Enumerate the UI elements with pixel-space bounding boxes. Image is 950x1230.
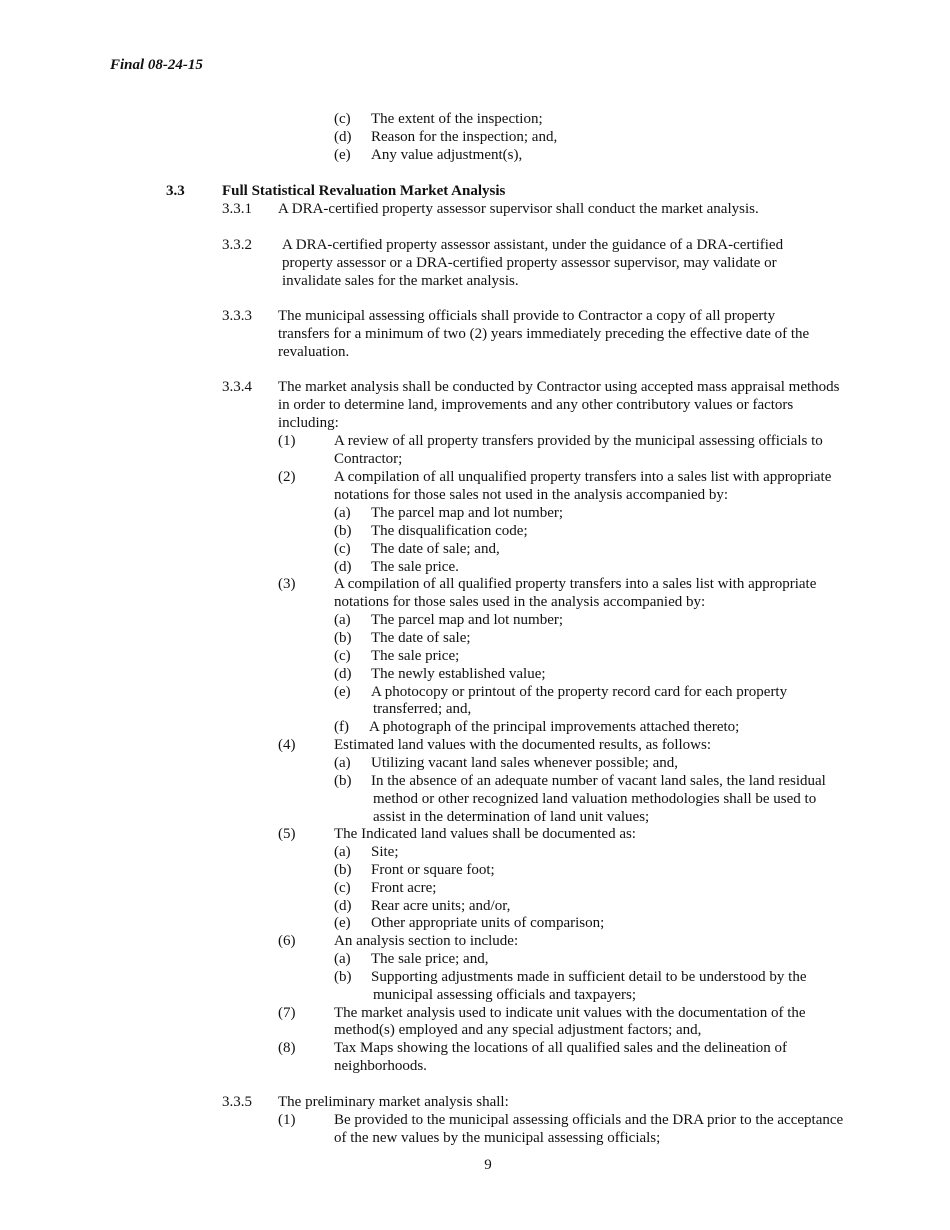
item-number: (e) xyxy=(334,147,351,163)
sub-item-text: The newly established value; xyxy=(371,666,546,682)
clause-number: 3.3.4 xyxy=(222,379,252,395)
sub-item-text-line: method or other recognized land valuation methodologies shall be used to xyxy=(373,791,817,807)
item-text: The Indicated land values shall be documented as: xyxy=(334,826,636,842)
item-number: (7) xyxy=(278,1005,296,1021)
item-number: (d) xyxy=(334,129,352,145)
sub-item-letter: (f) xyxy=(334,719,349,735)
clause-text-line: invalidate sales for the market analysis. xyxy=(282,273,519,289)
sub-item-letter: (a) xyxy=(334,755,351,771)
item-number: (6) xyxy=(278,933,296,949)
section-title: Full Statistical Revaluation Market Analysis xyxy=(222,183,506,199)
sub-item-letter: (d) xyxy=(334,898,352,914)
clause-text: A DRA-certified property assessor assistant, under the guidance of a DRA-certified xyxy=(282,237,784,253)
sub-item-letter: (c) xyxy=(334,541,351,557)
item-text: A compilation of all unqualified property transfers into a sales list with appropriate xyxy=(334,469,832,485)
sub-item-letter: (b) xyxy=(334,523,352,539)
sub-item-text: Rear acre units; and/or, xyxy=(371,898,511,914)
item-text: A compilation of all qualified property transfers into a sales list with appropriate xyxy=(334,576,817,592)
sub-item-text: Site; xyxy=(371,844,399,860)
item-number: (2) xyxy=(278,469,296,485)
clause-number: 3.3.5 xyxy=(222,1094,252,1110)
clause-text-line: in order to determine land, improvements and any other contributory values or factors xyxy=(278,397,794,413)
item-text-line: notations for those sales used in the analysis accompanied by: xyxy=(334,594,706,610)
clause-text: The preliminary market analysis shall: xyxy=(278,1094,509,1110)
item-text-line: neighborhoods. xyxy=(334,1058,427,1074)
sub-item-letter: (b) xyxy=(334,862,352,878)
sub-item-letter: (b) xyxy=(334,969,352,985)
item-text-line: Contractor; xyxy=(334,451,403,467)
sub-item-letter: (a) xyxy=(334,951,351,967)
sub-item-text-line: assist in the determination of land unit values; xyxy=(373,809,650,825)
sub-item-letter: (a) xyxy=(334,612,351,628)
sub-item-text: Supporting adjustments made in sufficient detail to be understood by the xyxy=(371,969,807,985)
page-number: 9 xyxy=(484,1157,492,1173)
item-text: Estimated land values with the documented results, as follows: xyxy=(334,737,712,753)
section-number: 3.3 xyxy=(166,183,185,199)
sub-item-letter: (e) xyxy=(334,684,351,700)
sub-item-text: The parcel map and lot number; xyxy=(371,612,564,628)
clause-text: The market analysis shall be conducted by Contractor using accepted mass appraisal methods xyxy=(278,379,840,395)
sub-item-text: The sale price. xyxy=(371,559,459,575)
item-text-line: notations for those sales not used in the analysis accompanied by: xyxy=(334,487,729,503)
sub-item-letter: (a) xyxy=(334,844,351,860)
clause-number: 3.3.1 xyxy=(222,201,252,217)
sub-item-letter: (a) xyxy=(334,505,351,521)
item-number: (1) xyxy=(278,433,296,449)
sub-item-text: The disqualification code; xyxy=(371,523,528,539)
sub-item-letter: (d) xyxy=(334,666,352,682)
item-text: The market analysis used to indicate unit values with the documentation of the xyxy=(334,1005,806,1021)
item-number: (8) xyxy=(278,1040,296,1056)
document-header: Final 08-24-15 xyxy=(110,57,203,73)
item-text: Tax Maps showing the locations of all qualified sales and the delineation of xyxy=(334,1040,788,1056)
sub-item-text: The parcel map and lot number; xyxy=(371,505,564,521)
clause-text: The municipal assessing officials shall provide to Contractor a copy of all property xyxy=(278,308,776,324)
sub-item-text: A photocopy or printout of the property record card for each property xyxy=(371,684,788,700)
sub-item-letter: (c) xyxy=(334,880,351,896)
item-number: (1) xyxy=(278,1112,296,1128)
clause-number: 3.3.3 xyxy=(222,308,252,324)
sub-item-text: Other appropriate units of comparison; xyxy=(371,915,605,931)
clause-text-line: transfers for a minimum of two (2) years immediately preceding the effective date of the xyxy=(278,326,810,342)
clause-number: 3.3.2 xyxy=(222,237,252,253)
sub-item-text: A photograph of the principal improvements attached thereto; xyxy=(369,719,740,735)
sub-item-text: The sale price; xyxy=(371,648,460,664)
sub-item-text: The date of sale; xyxy=(371,630,471,646)
item-text: Reason for the inspection; and, xyxy=(371,129,558,145)
sub-item-text: Front or square foot; xyxy=(371,862,495,878)
sub-item-text-line: municipal assessing officials and taxpayers; xyxy=(373,987,636,1003)
sub-item-letter: (b) xyxy=(334,630,352,646)
item-number: (3) xyxy=(278,576,296,592)
item-text: A review of all property transfers provided by the municipal assessing officials to xyxy=(334,433,823,449)
sub-item-letter: (b) xyxy=(334,773,352,789)
item-text: The extent of the inspection; xyxy=(371,111,543,127)
item-number: (5) xyxy=(278,826,296,842)
sub-item-text: The date of sale; and, xyxy=(371,541,500,557)
sub-item-text: The sale price; and, xyxy=(371,951,489,967)
sub-item-text: Front acre; xyxy=(371,880,437,896)
sub-item-letter: (e) xyxy=(334,915,351,931)
item-text-line: of the new values by the municipal assessing officials; xyxy=(334,1130,661,1146)
sub-item-text-line: transferred; and, xyxy=(373,701,472,717)
item-text-line: method(s) employed and any special adjustment factors; and, xyxy=(334,1022,702,1038)
item-number: (c) xyxy=(334,111,351,127)
item-text: Any value adjustment(s), xyxy=(371,147,523,163)
sub-item-text: Utilizing vacant land sales whenever possible; and, xyxy=(371,755,678,771)
item-text: An analysis section to include: xyxy=(334,933,519,949)
clause-text: A DRA-certified property assessor supervisor shall conduct the market analysis. xyxy=(278,201,759,217)
item-number: (4) xyxy=(278,737,296,753)
clause-text-line: property assessor or a DRA-certified property assessor supervisor, may validate or xyxy=(282,255,777,271)
sub-item-letter: (d) xyxy=(334,559,352,575)
sub-item-text: In the absence of an adequate number of vacant land sales, the land residual xyxy=(371,773,826,789)
clause-text-line: including: xyxy=(278,415,339,431)
clause-text-line: revaluation. xyxy=(278,344,350,360)
item-text: Be provided to the municipal assessing officials and the DRA prior to the acceptance xyxy=(334,1112,844,1128)
sub-item-letter: (c) xyxy=(334,648,351,664)
